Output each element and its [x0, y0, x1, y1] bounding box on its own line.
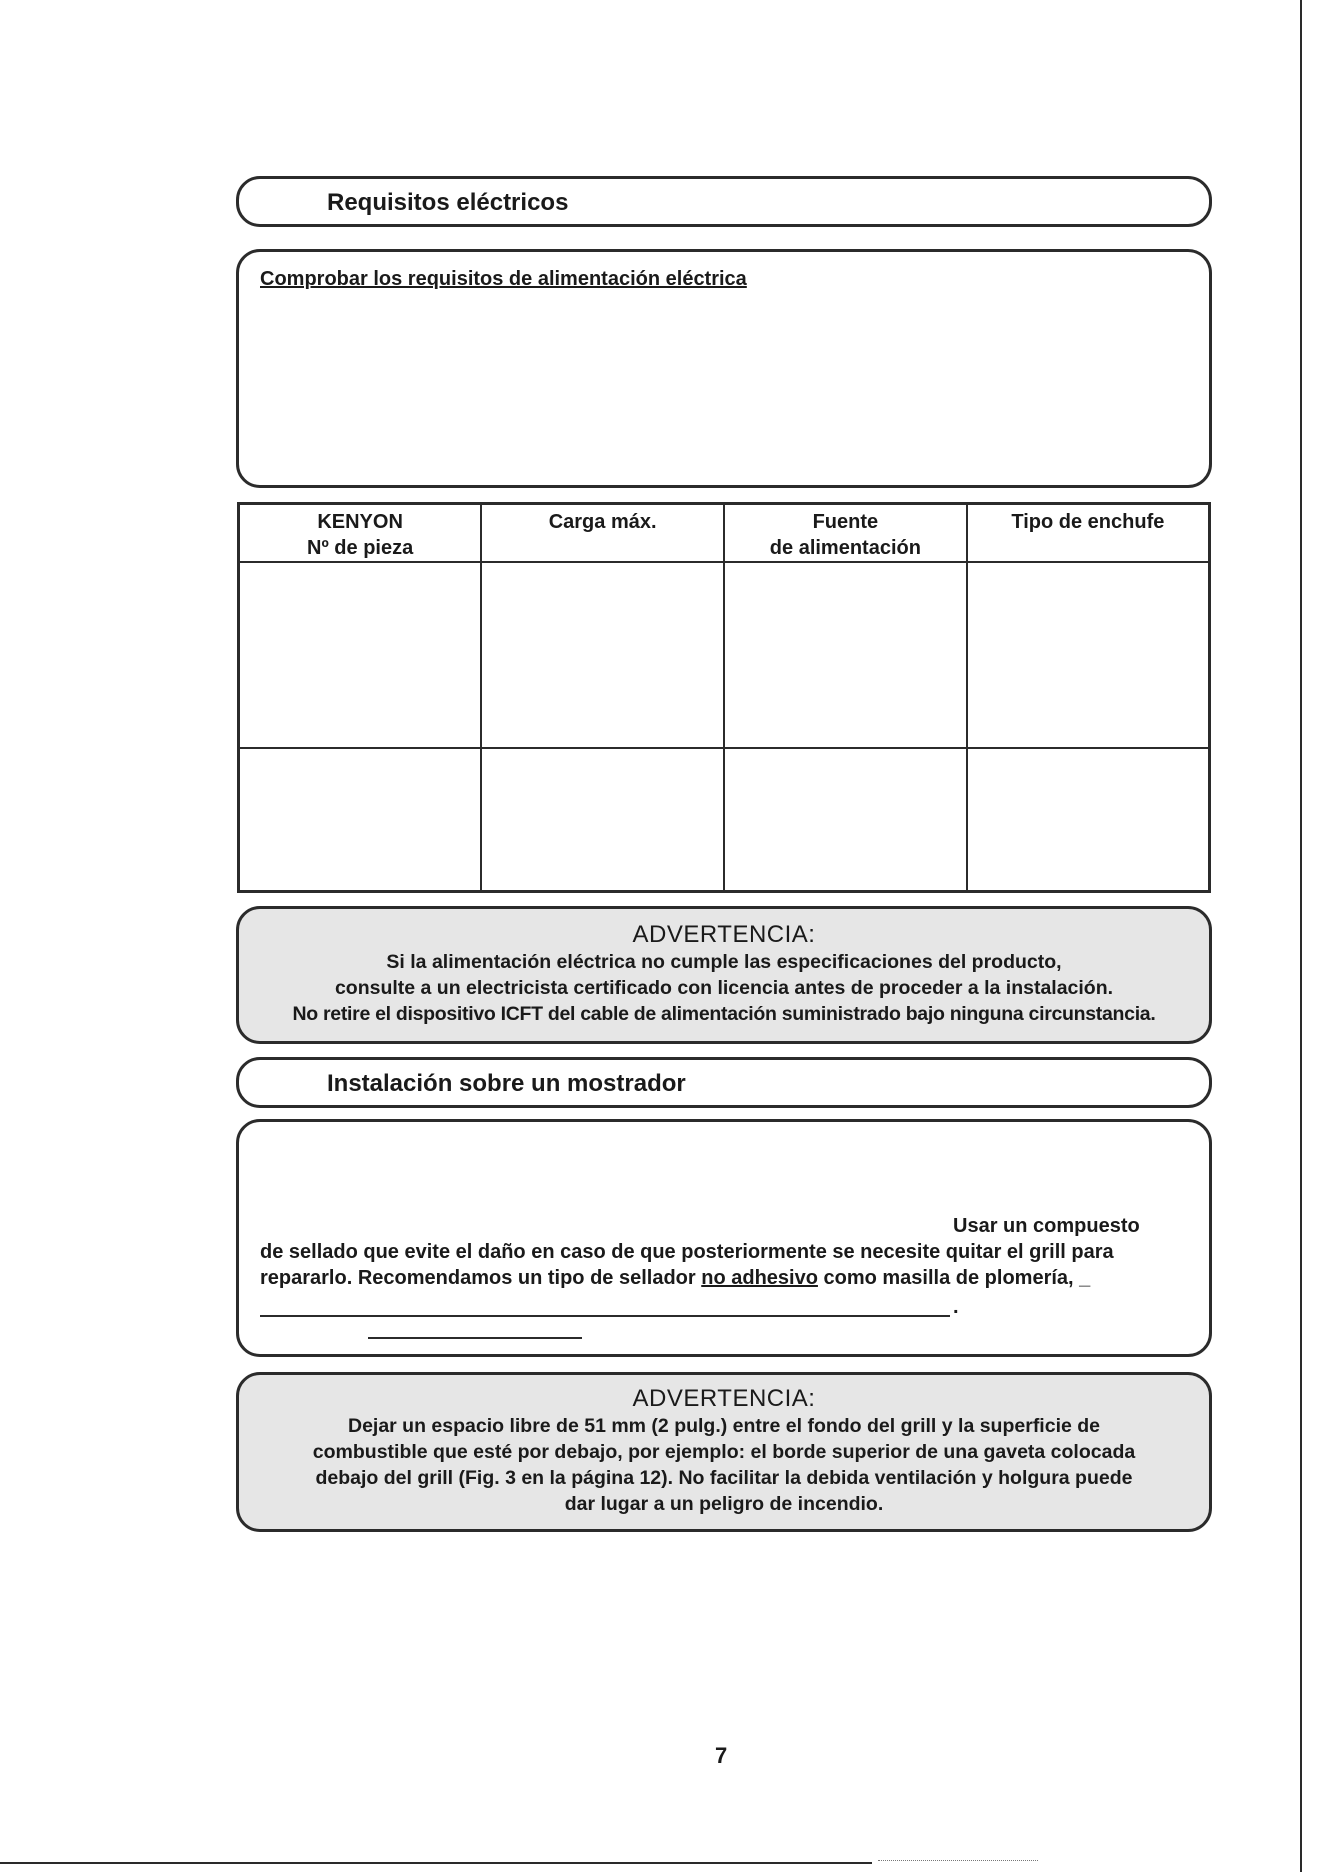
section-title: Requisitos eléctricos	[327, 189, 569, 216]
section-header-countertop	[236, 1057, 1212, 1108]
column-header-plug-type: Tipo de enchufe	[967, 504, 1210, 563]
install-text-line: de sellado que evite el daño en caso de que posteriormente se necesite quitar el grill para	[260, 1241, 1114, 1263]
bottom-scan-artifact	[878, 1860, 1038, 1867]
warning-line: No retire el dispositivo ICFT del cable de alimentación suministrado bajo ninguna circunstancia.	[292, 1003, 1156, 1025]
blank-underline	[368, 1337, 582, 1339]
install-text-line: Usar un compuesto	[953, 1215, 1140, 1237]
column-header-power-source: Fuente de alimentación	[724, 504, 967, 563]
warning-line: Si la alimentación eléctrica no cumple las especificaciones del producto,	[386, 951, 1062, 973]
column-header-part-number: KENYON Nº de pieza	[239, 504, 482, 563]
warning-line: debajo del grill (Fig. 3 en la página 12). No facilitar la debida ventilación y holgura puede	[315, 1467, 1133, 1489]
column-header-max-load: Carga máx.	[481, 504, 724, 563]
section-title: Instalación sobre un mostrador	[327, 1070, 686, 1097]
table-row	[239, 562, 1210, 748]
table-row	[239, 748, 1210, 891]
countertop-install-box	[236, 1119, 1212, 1357]
table-cell	[724, 562, 967, 748]
table-cell	[967, 748, 1210, 891]
bottom-rule	[0, 1862, 872, 1864]
warning-box-clearance	[236, 1372, 1212, 1532]
page-edge-line	[1300, 0, 1302, 1872]
table-cell	[239, 562, 482, 748]
blank-underline	[260, 1315, 950, 1317]
power-spec-table	[237, 502, 1211, 893]
check-requirements-subtitle: Comprobar los requisitos de alimentación eléctrica	[260, 268, 747, 290]
electrical-requirements-box	[236, 249, 1212, 488]
warning-title: ADVERTENCIA:	[632, 921, 816, 948]
page-number: 7	[715, 1743, 728, 1768]
section-header-electrical	[236, 176, 1212, 227]
table-cell	[239, 748, 482, 891]
table-cell	[967, 562, 1210, 748]
table-cell	[481, 748, 724, 891]
table-header-row	[239, 504, 1210, 563]
warning-line: combustible que esté por debajo, por ejemplo: el borde superior de una gaveta colocada	[312, 1441, 1136, 1463]
no-adhesive-emphasis: no adhesivo	[701, 1267, 818, 1289]
warning-line: consulte a un electricista certificado con licencia antes de proceder a la instalación.	[334, 977, 1114, 999]
warning-box-electrical	[236, 906, 1212, 1044]
install-text-line: repararlo. Recomendamos un tipo de sellador no adhesivo como masilla de plomería, _	[260, 1267, 1091, 1289]
sentence-period: .	[953, 1296, 959, 1318]
table-cell	[481, 562, 724, 748]
warning-title: ADVERTENCIA:	[632, 1385, 816, 1412]
warning-line: dar lugar a un peligro de incendio.	[564, 1493, 884, 1515]
warning-line: Dejar un espacio libre de 51 mm (2 pulg.) entre el fondo del grill y la superficie de	[347, 1415, 1101, 1437]
table-cell	[724, 748, 967, 891]
